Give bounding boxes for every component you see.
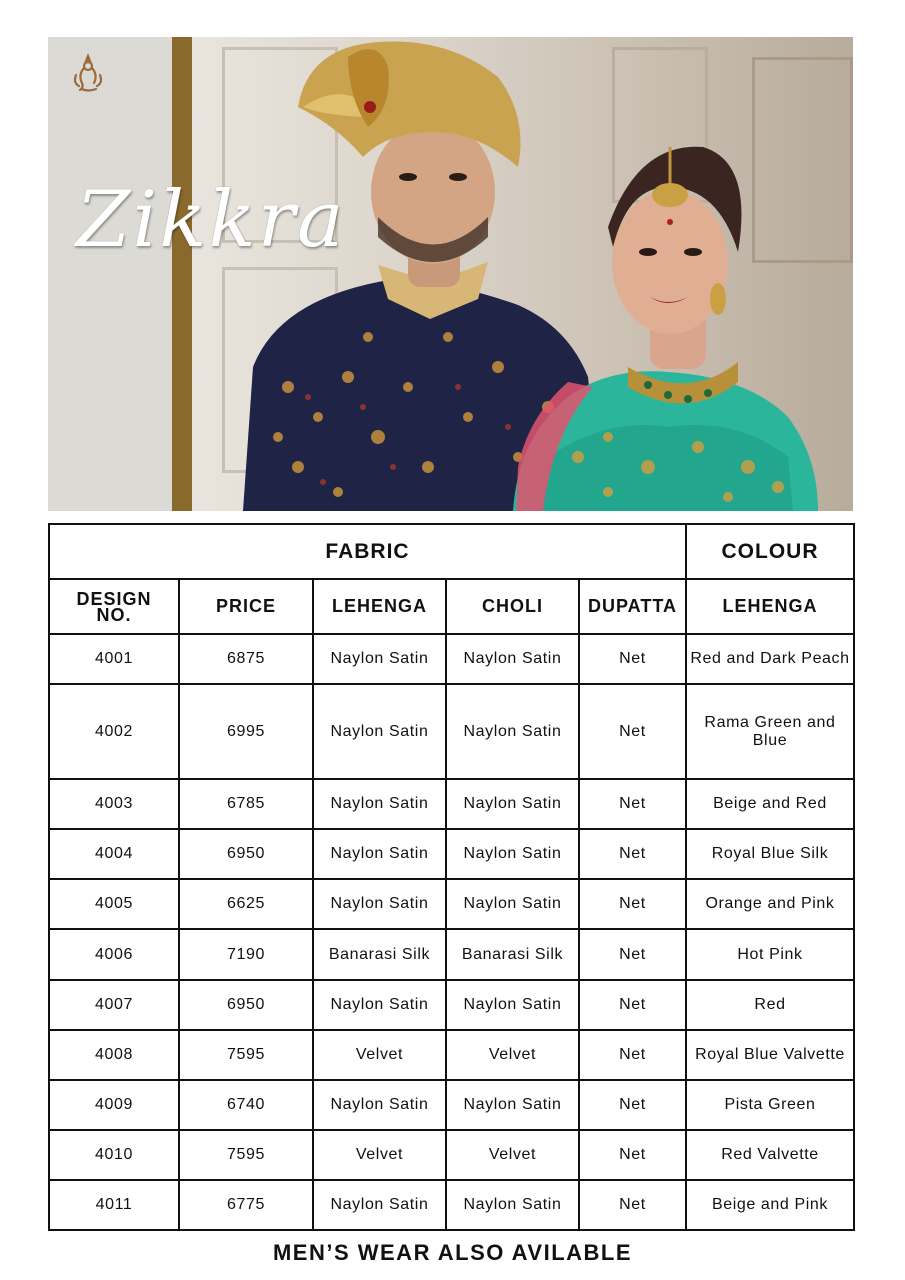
price-cell: 7595 xyxy=(179,1130,313,1180)
lehenga-cell: Banarasi Silk xyxy=(313,929,446,979)
brand-logo-text: Zikkra xyxy=(76,175,346,265)
column-header-row xyxy=(49,579,854,634)
lehenga-cell: Naylon Satin xyxy=(313,1080,446,1130)
design-no-header-line1: DESIGN xyxy=(76,588,152,609)
group-header-row xyxy=(49,524,854,579)
colour-cell: Royal Blue Valvette xyxy=(686,1030,854,1080)
design-no-cell: 4008 xyxy=(49,1030,179,1080)
price-cell: 6785 xyxy=(179,779,313,829)
dupatta-cell: Net xyxy=(579,684,686,779)
price-cell: 6775 xyxy=(179,1180,313,1230)
choli-cell: Naylon Satin xyxy=(446,1080,579,1130)
colour-cell: Orange and Pink xyxy=(686,879,854,929)
lehenga-cell: Naylon Satin xyxy=(313,980,446,1030)
couple-photo xyxy=(48,37,853,511)
choli-cell: Naylon Satin xyxy=(446,1180,579,1230)
lehenga-cell: Naylon Satin xyxy=(313,634,446,684)
price-header: PRICE xyxy=(179,579,313,634)
dupatta-cell: Net xyxy=(579,1130,686,1180)
dupatta-cell: Net xyxy=(579,779,686,829)
dupatta-cell: Net xyxy=(579,929,686,979)
dupatta-cell: Net xyxy=(579,980,686,1030)
table-row xyxy=(49,879,854,929)
price-cell: 6625 xyxy=(179,879,313,929)
colour-cell: Royal Blue Silk xyxy=(686,829,854,879)
table-row xyxy=(49,1130,854,1180)
choli-cell: Naylon Satin xyxy=(446,980,579,1030)
price-cell: 6950 xyxy=(179,829,313,879)
choli-cell: Naylon Satin xyxy=(446,829,579,879)
table-row xyxy=(49,829,854,879)
choli-cell: Banarasi Silk xyxy=(446,929,579,979)
dupatta-cell: Net xyxy=(579,634,686,684)
dupatta-cell: Net xyxy=(579,1080,686,1130)
hero-banner xyxy=(48,37,853,511)
fabric-group-header: FABRIC xyxy=(49,524,686,579)
design-no-cell: 4007 xyxy=(49,980,179,1030)
colour-cell: Pista Green xyxy=(686,1080,854,1130)
woman-face xyxy=(612,190,728,334)
colour-cell: Beige and Red xyxy=(686,779,854,829)
design-no-cell: 4010 xyxy=(49,1130,179,1180)
design-no-header xyxy=(49,579,179,634)
dupatta-cell: Net xyxy=(579,1180,686,1230)
choli-cell: Naylon Satin xyxy=(446,879,579,929)
table-row xyxy=(49,1180,854,1230)
dupatta-cell: Net xyxy=(579,829,686,879)
catalog-table xyxy=(48,523,855,1231)
table-row xyxy=(49,779,854,829)
choli-cell: Naylon Satin xyxy=(446,684,579,779)
table-row xyxy=(49,634,854,684)
lehenga-cell: Velvet xyxy=(313,1030,446,1080)
price-cell: 6995 xyxy=(179,684,313,779)
design-no-cell: 4009 xyxy=(49,1080,179,1130)
table-row xyxy=(49,1080,854,1130)
price-cell: 6740 xyxy=(179,1080,313,1130)
lehenga-cell: Naylon Satin xyxy=(313,829,446,879)
lehenga-cell: Velvet xyxy=(313,1130,446,1180)
design-no-cell: 4002 xyxy=(49,684,179,779)
colour-cell: Hot Pink xyxy=(686,929,854,979)
ganesha-icon xyxy=(70,53,106,93)
dupatta-cell: Net xyxy=(579,1030,686,1080)
colour-cell: Rama Green and Blue xyxy=(686,684,854,779)
design-no-cell: 4005 xyxy=(49,879,179,929)
lehenga-cell: Naylon Satin xyxy=(313,779,446,829)
choli-cell: Velvet xyxy=(446,1030,579,1080)
dupatta-cell: Net xyxy=(579,879,686,929)
table-row xyxy=(49,1030,854,1080)
choli-cell: Naylon Satin xyxy=(446,634,579,684)
lehenga-fabric-header: LEHENGA xyxy=(313,579,446,634)
choli-header: CHOLI xyxy=(446,579,579,634)
lehenga-cell: Naylon Satin xyxy=(313,684,446,779)
lehenga-cell: Naylon Satin xyxy=(313,1180,446,1230)
table-row xyxy=(49,929,854,979)
price-cell: 6875 xyxy=(179,634,313,684)
design-no-cell: 4004 xyxy=(49,829,179,879)
design-no-header-line2: NO. xyxy=(96,604,132,625)
design-no-cell: 4003 xyxy=(49,779,179,829)
colour-cell: Red xyxy=(686,980,854,1030)
colour-cell: Beige and Pink xyxy=(686,1180,854,1230)
design-no-cell: 4006 xyxy=(49,929,179,979)
design-no-cell: 4011 xyxy=(49,1180,179,1230)
dupatta-header: DUPATTA xyxy=(579,579,686,634)
design-no-cell: 4001 xyxy=(49,634,179,684)
colour-group-header: COLOUR xyxy=(686,524,854,579)
choli-cell: Naylon Satin xyxy=(446,779,579,829)
earring xyxy=(710,283,726,315)
lehenga-colour-header: LEHENGA xyxy=(686,579,854,634)
table-row xyxy=(49,980,854,1030)
colour-cell: Red Valvette xyxy=(686,1130,854,1180)
mens-wear-note: MEN’S WEAR ALSO AVILABLE xyxy=(272,1240,633,1265)
price-cell: 6950 xyxy=(179,980,313,1030)
choli-cell: Velvet xyxy=(446,1130,579,1180)
colour-cell: Red and Dark Peach xyxy=(686,634,854,684)
lehenga-cell: Naylon Satin xyxy=(313,879,446,929)
price-cell: 7190 xyxy=(179,929,313,979)
maang-tikka xyxy=(652,183,688,207)
table-row xyxy=(49,684,854,779)
price-cell: 7595 xyxy=(179,1030,313,1080)
